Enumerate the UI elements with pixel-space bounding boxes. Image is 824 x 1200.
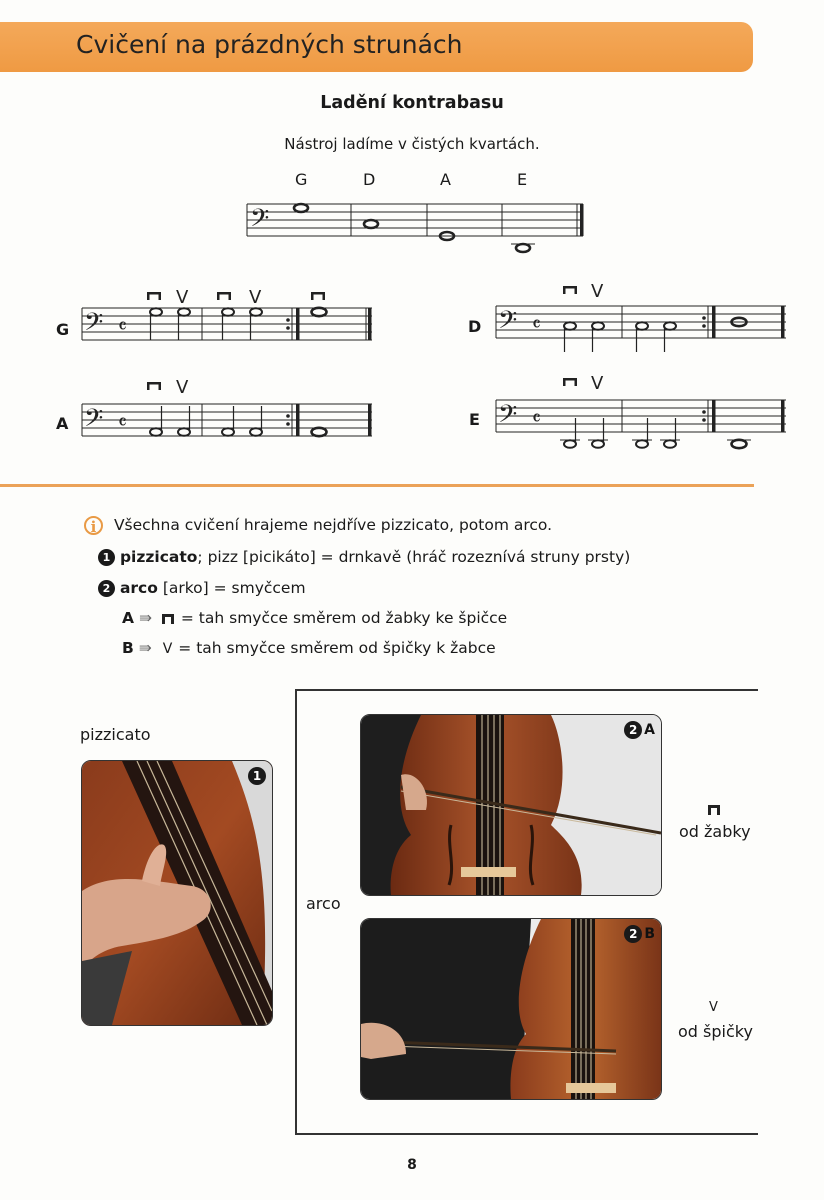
up-bow-icon: V	[162, 641, 173, 657]
letter-b: B	[122, 639, 134, 657]
header-banner	[0, 22, 753, 72]
info-item-arco	[98, 579, 306, 597]
up-bow-icon: V	[709, 1000, 718, 1015]
arco-definition: [arko] = smyčcem	[157, 579, 306, 597]
svg-text:𝄢: 𝄢	[84, 308, 104, 343]
exercise-staff-g	[80, 282, 380, 362]
arrow-icon: ⇛	[138, 609, 152, 627]
svg-text:𝄴: 𝄴	[118, 314, 127, 338]
exercise-staff-e	[494, 372, 794, 452]
svg-text:V: V	[176, 377, 189, 398]
info-icon: i	[84, 516, 103, 535]
tuning-staff	[245, 200, 590, 260]
string-label-e: E	[517, 170, 528, 189]
svg-text:V: V	[591, 373, 604, 394]
section-title: Ladění kontrabasu	[320, 93, 504, 113]
arco-frame-bottom	[295, 1133, 758, 1135]
arco-b-photo	[360, 918, 662, 1100]
arco-label: arco	[306, 894, 341, 913]
info-intro-line	[84, 516, 552, 535]
caption-od-zabky: od žabky	[679, 822, 751, 841]
number-badge-1: 1	[98, 549, 115, 566]
letter-a: A	[122, 609, 134, 627]
string-label-g: G	[295, 170, 308, 189]
exercise-staff-d	[494, 276, 794, 358]
pizzicato-definition: ; pizz [picikáto] = drnkavě (hráč rozeznívá struny prsty)	[197, 548, 631, 566]
svg-text:𝄴: 𝄴	[532, 406, 541, 430]
line-a-text: = tah smyčce směrem od žabky ke špičce	[180, 609, 508, 627]
svg-text:𝄢: 𝄢	[498, 400, 518, 435]
arco-a-photo	[360, 714, 662, 896]
photo-badge-2b: 2 B	[624, 925, 655, 943]
exercise-label-a: A	[56, 414, 69, 433]
arrow-icon: ⇛	[138, 639, 152, 657]
term-pizzicato: pizzicato	[119, 548, 198, 566]
pizzicato-label: pizzicato	[80, 725, 151, 744]
caption-od-spicky: od špičky	[678, 1022, 753, 1041]
svg-text:V: V	[591, 281, 604, 302]
photo-badge-1: 1	[248, 767, 266, 785]
page-number: 8	[407, 1157, 417, 1173]
info-item-pizzicato	[98, 548, 630, 566]
arco-frame-left	[295, 689, 297, 1134]
page-title: Cvičení na prázdných strunách	[76, 30, 463, 59]
svg-text:𝄴: 𝄴	[532, 312, 541, 336]
exercise-label-d: D	[468, 317, 482, 336]
svg-text:V: V	[176, 287, 189, 308]
down-bow-icon	[161, 613, 175, 625]
photo-badge-2a: 2 A	[624, 721, 655, 739]
svg-text:𝄴: 𝄴	[118, 410, 127, 434]
info-line-b	[122, 639, 496, 657]
svg-text:𝄢: 𝄢	[250, 204, 270, 239]
number-badge-2: 2	[98, 580, 115, 597]
svg-text:𝄢: 𝄢	[498, 306, 518, 341]
section-subtitle: Nástroj ladíme v čistých kvartách.	[284, 135, 540, 153]
exercise-label-e: E	[469, 410, 480, 429]
info-intro: Všechna cvičení hrajeme nejdříve pizzicato, potom arco.	[113, 516, 553, 534]
exercise-label-g: G	[56, 320, 70, 339]
exercise-staff-a	[80, 372, 380, 444]
section-divider	[0, 484, 754, 487]
string-label-d: D	[363, 170, 376, 189]
string-label-a: A	[440, 170, 451, 189]
line-b-text: = tah smyčce směrem od špičky k žabce	[178, 639, 496, 657]
svg-text:V: V	[249, 287, 262, 308]
term-arco: arco	[119, 579, 158, 597]
pizzicato-photo	[81, 760, 273, 1026]
down-bow-icon	[707, 804, 721, 816]
info-line-a	[122, 609, 507, 627]
arco-frame-top	[295, 689, 758, 691]
svg-text:𝄢: 𝄢	[84, 404, 104, 439]
